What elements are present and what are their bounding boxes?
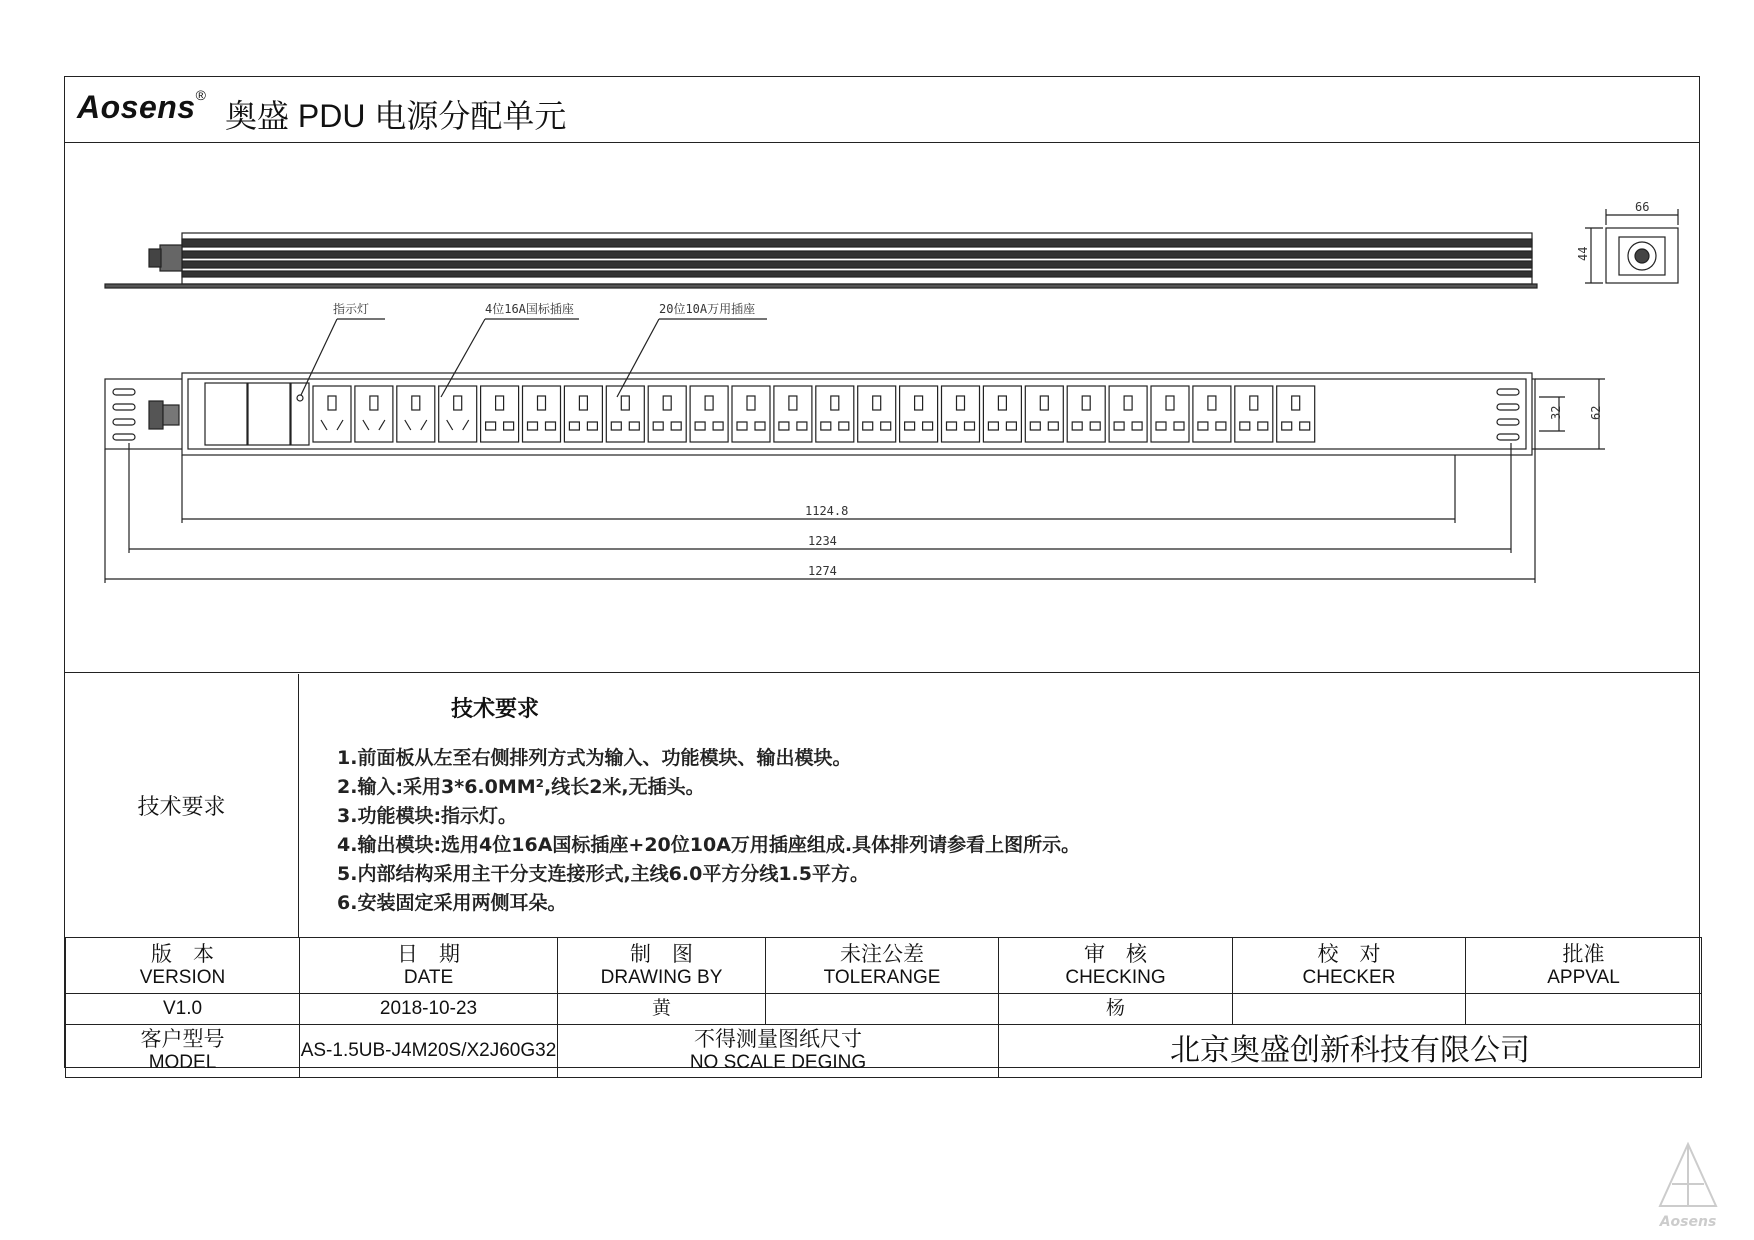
value-drawing-by: 黄 (558, 994, 766, 1025)
end-view-gland-core (1635, 249, 1649, 263)
header-approval: 批准 APPVAL (1466, 938, 1702, 994)
tech-requirements-label: 技术要求 (65, 674, 299, 937)
title-block-table (65, 937, 1702, 1078)
value-approval (1466, 994, 1702, 1025)
page-title: 奥盛 PDU 电源分配单元 (225, 98, 567, 134)
value-tolerance (766, 994, 999, 1025)
brand-logo: Aosens® (77, 87, 207, 125)
tech-heading: 技术要求 (451, 697, 540, 722)
dim-label-1124: 1124.8 (805, 504, 849, 518)
side-stripe-2 (182, 251, 1532, 258)
ear-slot (113, 434, 135, 440)
header-tolerance: 未注公差 TOLERANGE (766, 938, 999, 994)
side-stripe-3 (182, 261, 1532, 268)
ear-slot (113, 419, 135, 425)
watermark-logo (1640, 1136, 1736, 1232)
front-body (182, 373, 1532, 455)
company-name: 北京奥盛创新科技有限公司 (999, 1025, 1702, 1078)
callout-indicator-label: 指示灯 (333, 302, 370, 316)
side-base-plate (105, 284, 1537, 288)
model-label: 客户型号 MODEL (66, 1025, 300, 1078)
value-version: V1.0 (66, 994, 300, 1025)
pdu-drawing-svg (65, 143, 1701, 673)
dim-label-1274: 1274 (808, 564, 837, 578)
technical-drawing (65, 143, 1699, 673)
tech-item: 5.内部结构采用主干分支连接形式,主线6.0平方分线1.5平方。 (337, 863, 869, 885)
value-row (66, 994, 1702, 1025)
left-ear (113, 389, 179, 440)
front-view (105, 373, 1535, 455)
value-checking: 杨 (999, 994, 1233, 1025)
end-view (1585, 209, 1678, 283)
side-cable-gland (160, 245, 182, 271)
tech-item: 4.输出模块:选用4位16A国标插座+20位10A万用插座组成.具体排列请参看上图所示。 (337, 834, 1081, 856)
front-cable-nut (163, 405, 179, 425)
tech-item: 1.前面板从左至右侧排列方式为输入、功能模块、输出模块。 (337, 747, 852, 769)
dim-label-66: 66 (1635, 200, 1650, 214)
header-row (66, 938, 1702, 994)
model-value: AS-1.5UB-J4M20S/X2J60G32 (300, 1025, 558, 1078)
value-date: 2018-10-23 (300, 994, 558, 1025)
dim-label-44: 44 (1576, 246, 1590, 261)
ear-slot (113, 389, 135, 395)
callout-universal-label: 20位10A万用插座 (659, 302, 756, 316)
side-view (105, 233, 1537, 288)
side-stripe-4 (182, 271, 1532, 277)
dim-label-62: 62 (1589, 405, 1603, 420)
watermark-text: Aosens (1659, 1214, 1717, 1230)
front-cable-gland (149, 401, 163, 429)
title-bar (65, 77, 1699, 143)
tech-item: 3.功能模块:指示灯。 (337, 805, 518, 827)
drawing-sheet (64, 76, 1700, 1073)
dim-label-32: 32 (1549, 405, 1563, 420)
header-date: 日 期 DATE (300, 938, 558, 994)
model-row (66, 1025, 1702, 1078)
tech-list (337, 744, 1080, 918)
header-checking: 审 核 CHECKING (999, 938, 1233, 994)
header-checker: 校 对 CHECKER (1233, 938, 1466, 994)
side-stripe-1 (182, 239, 1532, 247)
callout-gb-label: 4位16A国标插座 (485, 302, 574, 316)
tech-item: 6.安装固定采用两侧耳朵。 (337, 892, 567, 914)
no-scale-note: 不得测量图纸尺寸 NO SCALE DEGING (558, 1025, 999, 1078)
side-cable-end (149, 249, 161, 267)
header-drawing-by: 制 图 DRAWING BY (558, 938, 766, 994)
tech-requirements (299, 674, 1701, 937)
ear-slot (113, 404, 135, 410)
value-checker (1233, 994, 1466, 1025)
header-version: 版 本 VERSION (66, 938, 300, 994)
dim-label-1234: 1234 (808, 534, 837, 548)
tech-item: 2.输入:采用3*6.0MM²,线长2米,无插头。 (337, 776, 705, 798)
